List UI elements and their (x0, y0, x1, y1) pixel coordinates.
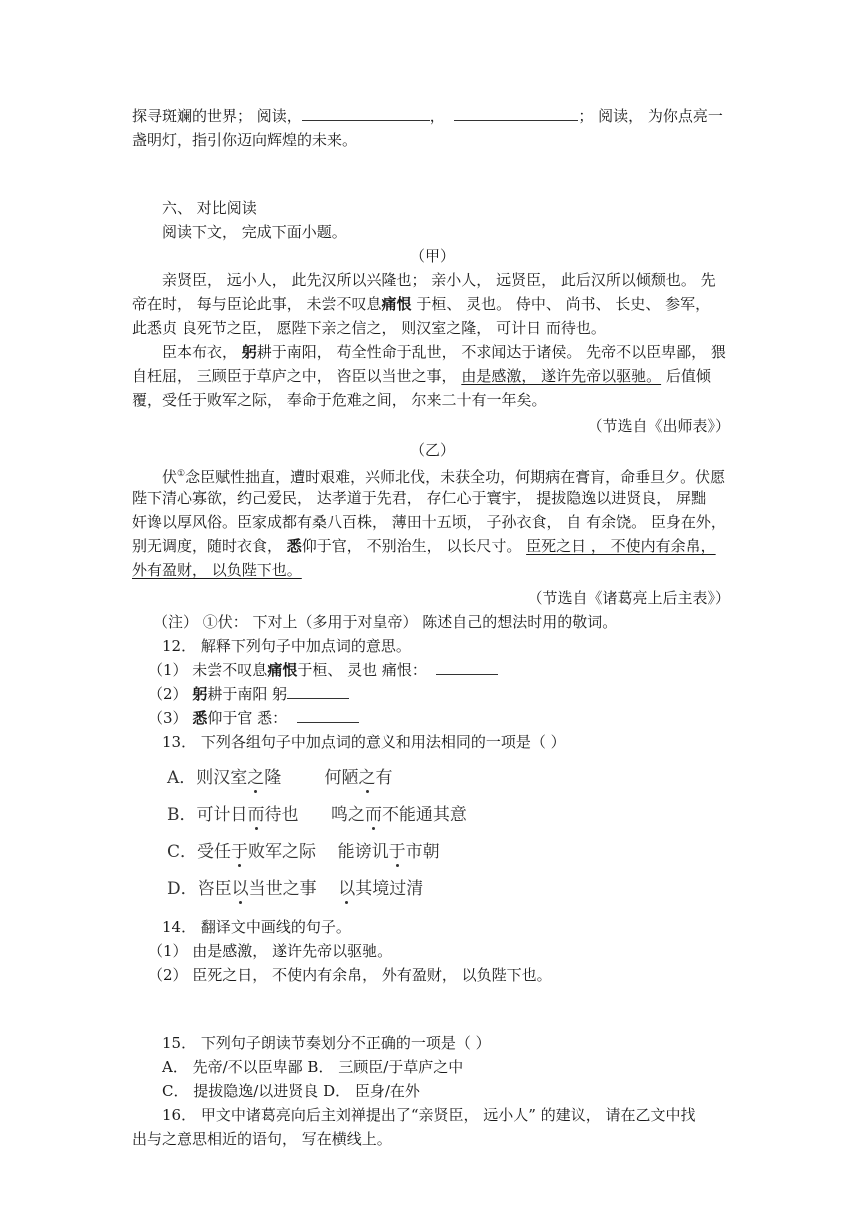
footnote-marker: ① (177, 469, 186, 479)
passage-line: 亲贤臣， 远小人， 此先汉所以兴隆也； 亲小人， 远贤臣， 此后汉所以倾颓也。 先 (162, 271, 716, 289)
passage-line (132, 560, 302, 580)
question-13-option-b[interactable]: B．可计日而待也 鸣之而不能通其意 (167, 805, 467, 825)
underlined-sentence: 由是感激， 遂许先帝以驱驰。 (461, 367, 662, 385)
key-word: 痛恨 (381, 295, 412, 313)
footnote: （注） ①伏： 下对上（多用于对皇帝） 陈述自己的想法时用的敬词。 (153, 613, 618, 631)
question-13-option-c[interactable]: C．受任于败军之际 能谤讥于市朝 (167, 842, 440, 862)
passage-line: 覆，受任于败军之际， 奉命于危难之间， 尔来二十有一年矣。 (132, 391, 547, 409)
passage-line: 别无调度，随时衣食， 悉仰于官， 不别治生， 以长尺寸。 臣死之日 ， 不使内有余帛， (132, 537, 716, 555)
passage-line: 自枉屈， 三顾臣于草庐之中， 咨臣以当世之事， 由是感激， 遂许先帝以驱驰。 后值倾 (132, 367, 711, 385)
question-16-line-2: 出与之意思相近的语句， 写在横线上。 (132, 1130, 392, 1148)
underlined-sentence: 臣死之日 ， 不使内有余帛， (526, 537, 716, 555)
question-12-item-3: （3） 悉仰于官 悉： (148, 708, 359, 728)
intro-text: ， (429, 107, 445, 125)
passage-jia-label: （甲） (409, 247, 455, 265)
passage-line: 奸谗以厚风俗。臣家成都有桑八百株， 薄田十五顷， 子孙衣食， 自 有余饶。 臣身在外， (132, 513, 726, 531)
section-instruction: 阅读下文， 完成下面小题。 (162, 223, 347, 241)
question-12-item-1: （1） 未尝不叹息痛恨于桓、 灵也 痛恨： (148, 660, 498, 680)
question-14-item-2: （2） 臣死之日， 不使内有余帛， 外有盈财， 以负陛下也。 (148, 966, 552, 984)
answer-blank[interactable] (297, 708, 359, 723)
passage-line: 此悉贞 良死节之臣， 愿陛下亲之信之， 则汉室之隆， 可计日 而待也。 (132, 319, 606, 337)
question-15-stem: 15． 下列句子朗读节奏划分不正确的一项是（ ） (162, 1034, 491, 1052)
passage-yi-label: （乙） (409, 441, 455, 459)
passage-line: 臣本布衣， 躬耕于南阳， 苟全性命于乱世， 不求闻达于诸侯。 先帝不以臣卑鄙， 猥 (162, 343, 726, 361)
intro-text: ； 阅读， 为你点亮一 (578, 107, 723, 125)
answer-blank[interactable] (302, 106, 430, 121)
question-15-options-ab[interactable]: A． 先帝/不以臣卑鄙 B． 三顾臣/于草庐之中 (162, 1058, 464, 1076)
key-word: 悉 (286, 537, 302, 555)
intro-text: 探寻斑斓的世界； 阅读， (132, 107, 302, 125)
passage-line: 伏①念臣赋性拙直，遭时艰难，兴师北伐，未获全功，何期病在膏肓，命垂旦夕。伏愿 (162, 468, 726, 486)
answer-blank[interactable] (287, 684, 349, 699)
intro-line-1 (132, 106, 723, 126)
question-13-stem: 13． 下列各组句子中加点词的意义和用法相同的一项是（ ） (162, 733, 566, 751)
question-13-option-a[interactable]: A．则汉室之隆 何陋之有 (167, 768, 393, 788)
passage-source: （节选自《诸葛亮上后主表》） (527, 589, 730, 607)
passage-line: 帝在时， 每与臣论此事， 未尝不叹息痛恨 于桓、 灵也。 侍中、 尚书、 长史、 参军， (132, 295, 711, 313)
question-13-option-d[interactable]: D．咨臣以当世之事 以其境过清 (167, 879, 424, 899)
question-16-line-1: 16． 甲文中诸葛亮向后主刘禅提出了“亲贤臣， 远小人” 的建议， 请在乙文中找 (162, 1106, 696, 1124)
question-14-item-1: （1） 由是感激， 遂许先帝以驱驰。 (148, 942, 393, 960)
intro-line-2: 盏明灯，指引你迈向辉煌的未来。 (132, 131, 358, 149)
passage-source: （节选自《出师表》） (587, 417, 730, 435)
answer-blank[interactable] (454, 106, 578, 121)
underlined-sentence: 外有盈财， 以负陛下也。 (132, 561, 302, 579)
question-15-options-cd[interactable]: C． 提拔隐逸/以进贤良 D． 臣身/在外 (162, 1082, 420, 1100)
passage-line: 陛下清心寡欲，约己爱民， 达孝道于先君， 存仁心于寰宇， 提拔隐逸以进贤良， 屏黜 (132, 489, 707, 507)
key-word: 躬 (241, 343, 257, 361)
question-12-item-2: （2） 躬耕于南阳 躬 (148, 684, 349, 704)
answer-blank[interactable] (436, 660, 498, 675)
section-title: 六、 对比阅读 (162, 199, 257, 217)
question-14-stem: 14． 翻译文中画线的句子。 (162, 918, 351, 936)
question-12-stem: 12． 解释下列句子中加点词的意思。 (162, 637, 411, 655)
